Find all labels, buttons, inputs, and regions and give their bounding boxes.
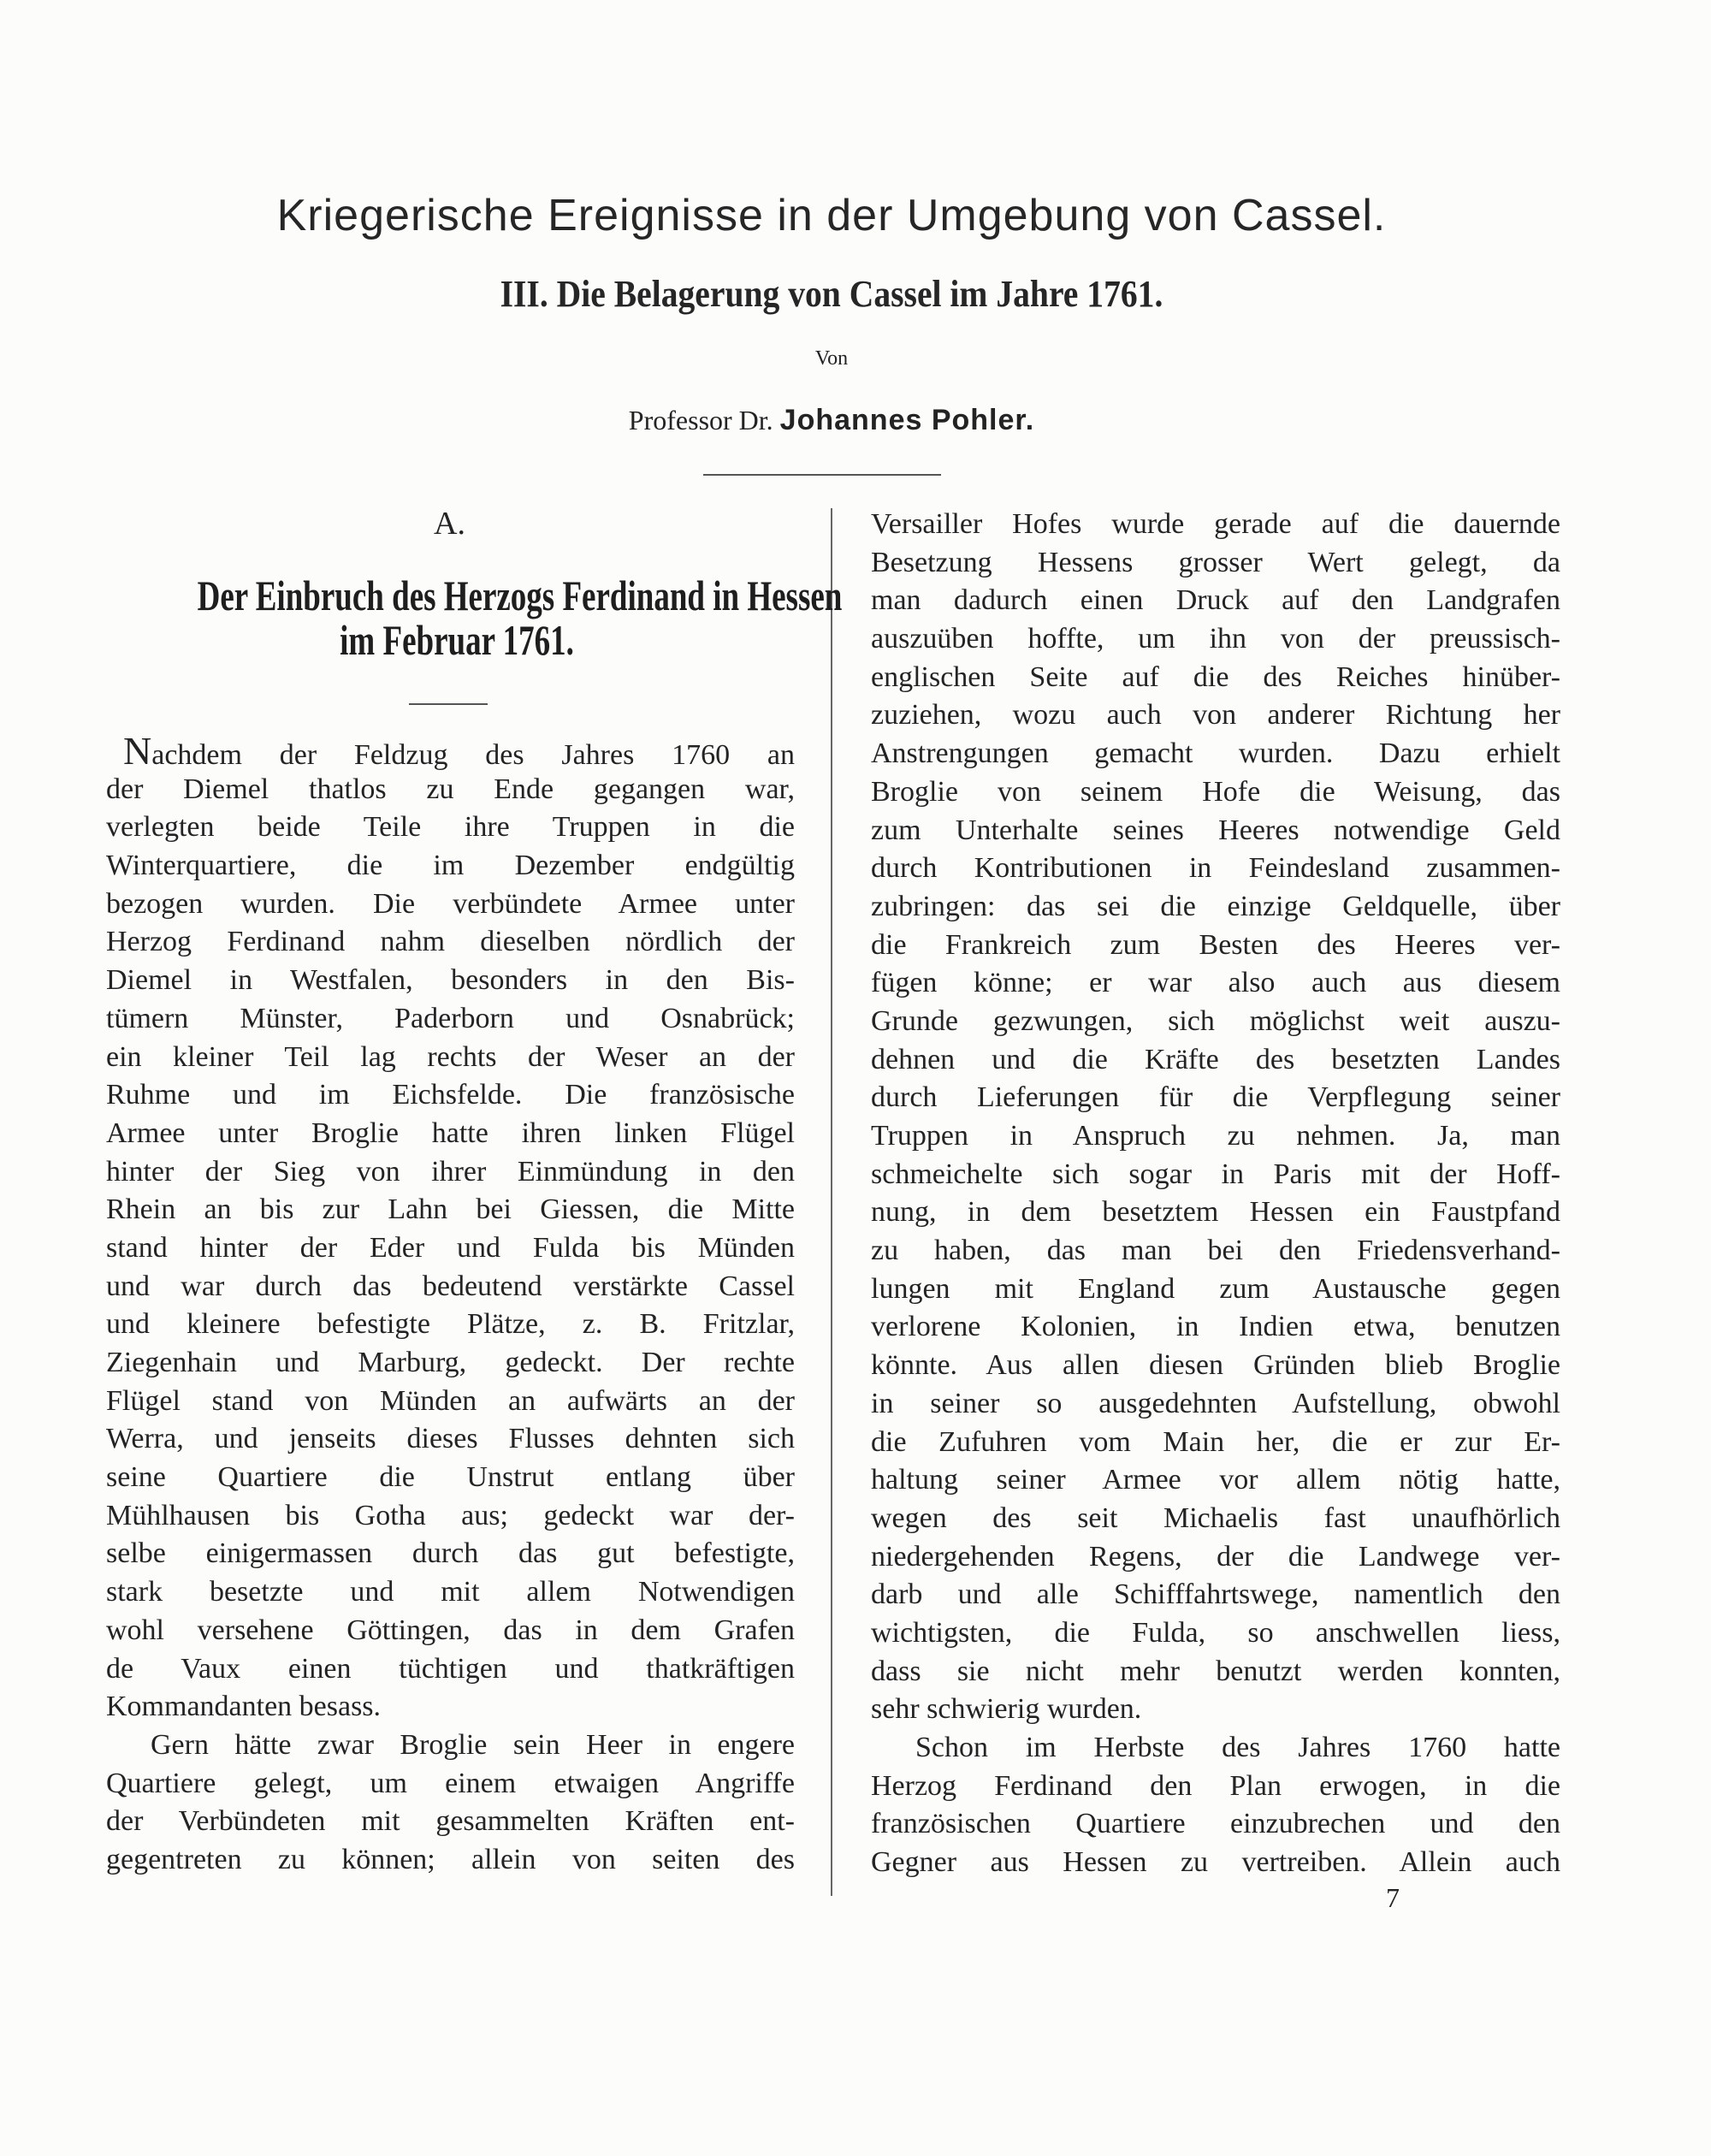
text-line: Herzog Ferdinand den Plan erwogen, in die: [871, 1769, 1560, 1802]
text-line: Truppen in Anspruch zu nehmen. Ja, man: [871, 1120, 1560, 1152]
title-divider: [703, 474, 941, 476]
right-column: [871, 506, 1560, 1882]
text-line: Nachdem der Feldzug des Jahres 1760 an: [123, 729, 795, 773]
text-line: Versailler Hofes wurde gerade auf die dauernde: [871, 508, 1560, 540]
text-line: Ziegenhain und Marburg, gedeckt. Der rechte: [106, 1347, 795, 1378]
text-line: hinter der Sieg von ihrer Einmündung in den: [106, 1155, 795, 1188]
section-heading-line: Der Einbruch des Herzogs Ferdinand in Hessen: [197, 572, 843, 619]
text-line: seine Quartiere die Unstrut entlang über: [106, 1461, 795, 1494]
text-line: haltung seiner Armee vor allem nötig hatte,: [871, 1464, 1560, 1496]
text-line: nung, in dem besetztem Hessen ein Faustpfand: [871, 1196, 1560, 1229]
text-line: gegentreten zu können; allein von seiten des: [106, 1843, 795, 1875]
section-heading: [197, 572, 843, 664]
text-line: verlorene Kolonien, in Indien etwa, benutzen: [871, 1311, 1560, 1343]
text-line: in seiner so ausgedehnten Aufstellung, obwohl: [871, 1387, 1560, 1419]
column-divider: [831, 508, 832, 1896]
text-line: Grunde gezwungen, sich möglichst weit auszu-: [871, 1004, 1560, 1037]
text-line: französischen Quartiere einzubrechen und den: [871, 1808, 1560, 1840]
text-line: selbe einigermassen durch das gut befestigte,: [106, 1537, 795, 1570]
text-line: die Frankreich zum Besten des Heeres ver-: [871, 928, 1560, 961]
text-line: zum Unterhalte seines Heeres notwendige Geld: [871, 814, 1560, 846]
text-line: auszuüben hoffte, um ihn von der preussisch-: [871, 623, 1560, 655]
text-line: stand hinter der Eder und Fulda bis Münden: [106, 1231, 795, 1264]
text-line: niedergehenden Regens, der die Landwege ver-: [871, 1540, 1560, 1573]
text-line: Kommandanten besass.: [106, 1691, 382, 1723]
text-line: Rhein an bis zur Lahn bei Giessen, die Mitte: [106, 1194, 795, 1226]
text-line: der Diemel thatlos zu Ende gegangen war,: [106, 773, 795, 805]
text-line: wohl versehene Göttingen, das in dem Grafen: [106, 1614, 795, 1646]
text-line: Herzog Ferdinand nahm dieselben nördlich der: [106, 926, 795, 958]
text-line: Gern hätte zwar Broglie sein Heer in engere: [151, 1728, 795, 1761]
byline-von: Von: [814, 347, 849, 370]
text-line: Ruhme und im Eichsfelde. Die französische: [106, 1079, 795, 1111]
text-line: Schon im Herbste des Jahres 1760 hatte: [915, 1732, 1560, 1763]
text-line: könnte. Aus allen diesen Gründen blieb Broglie: [871, 1349, 1560, 1382]
text-line: bezogen wurden. Die verbündete Armee unter: [106, 887, 795, 920]
text-line: zuziehen, wozu auch von anderer Richtung her: [871, 699, 1560, 732]
author-prefix: Professor Dr.: [628, 405, 773, 435]
text-line: der Verbündeten mit gesammelten Kräften ent-: [106, 1805, 795, 1838]
text-line: durch Kontributionen in Feindesland zusammen-: [871, 852, 1560, 885]
text-line: dass sie nicht mehr benutzt werden konnten,: [871, 1655, 1560, 1687]
text-line: man dadurch einen Druck auf den Landgrafen: [871, 584, 1560, 617]
section-heading-line: im Februar 1761.: [340, 616, 574, 664]
text-line: Flügel stand von Münden an aufwärts an der: [106, 1384, 795, 1417]
article-subtitle: III. Die Belagerung von Cassel im Jahre 1761.: [500, 273, 1163, 315]
text-line: zu haben, das man bei den Friedensverhand-: [871, 1235, 1560, 1267]
text-line: englischen Seite auf die des Reiches hinüber-: [871, 660, 1560, 693]
text-line: die Zufuhren vom Main her, die er zur Er-: [871, 1425, 1560, 1458]
text-line: Anstrengungen gemacht wurden. Dazu erhielt: [871, 737, 1560, 770]
text-line: verlegten beide Teile ihre Truppen in die: [106, 811, 795, 844]
text-line: und war durch das bedeutend verstärkte Cassel: [106, 1270, 795, 1302]
author-name: Johannes Pohler.: [779, 404, 1035, 436]
text-line: Mühlhausen bis Gotha aus; gedeckt war der-: [106, 1499, 795, 1531]
section-letter: A.: [434, 506, 465, 542]
text-line: und kleinere befestigte Plätze, z. B. Fritzlar,: [106, 1308, 795, 1341]
text-line: Gegner aus Hessen zu vertreiben. Allein auch: [871, 1846, 1560, 1879]
author-line: [0, 404, 1663, 437]
text-line: dehnen und die Kräfte des besetzten Landes: [871, 1043, 1560, 1075]
section-divider: [409, 703, 488, 705]
text-line: Armee unter Broglie hatte ihren linken Flügel: [106, 1116, 795, 1149]
text-line: Besetzung Hessens grosser Wert gelegt, da: [871, 546, 1560, 578]
text-line: lungen mit England zum Austausche gegen: [871, 1272, 1560, 1305]
text-line: Broglie von seinem Hofe die Weisung, das: [871, 775, 1560, 808]
text-line: tümern Münster, Paderborn und Osnabrück;: [106, 1002, 795, 1034]
text-line: Werra, und jenseits dieses Flusses dehnten sich: [106, 1423, 795, 1455]
text-line: Quartiere gelegt, um einem etwaigen Angriffe: [106, 1767, 795, 1799]
text-line: fügen könne; er war also auch aus diesem: [871, 967, 1560, 999]
text-line: schmeichelte sich sogar in Paris mit der Hoff-: [871, 1158, 1560, 1190]
text-line: wegen des seit Michaelis fast unaufhörlich: [871, 1502, 1560, 1534]
text-line: wichtigsten, die Fulda, so anschwellen liess,: [871, 1616, 1560, 1649]
text-line: sehr schwierig wurden.: [871, 1693, 1142, 1726]
text-line: zubringen: das sei die einzige Geldquelle, über: [871, 890, 1560, 922]
text-line: Winterquartiere, die im Dezember endgültig: [106, 850, 795, 882]
page-number: 7: [1386, 1882, 1400, 1913]
text-line: Diemel in Westfalen, besonders in den Bis-: [106, 964, 795, 997]
text-line: ein kleiner Teil lag rechts der Weser an der: [106, 1040, 795, 1073]
text-line: de Vaux einen tüchtigen und thatkräftigen: [106, 1652, 795, 1685]
text-line: durch Lieferungen für die Verpflegung seiner: [871, 1081, 1560, 1114]
text-line: stark besetzte und mit allem Notwendigen: [106, 1576, 795, 1608]
text-line: darb und alle Schifffahrtswege, namentlich den: [871, 1578, 1560, 1611]
article-title: Kriegerische Ereignisse in der Umgebung von Cassel.: [276, 191, 1387, 240]
left-column: [106, 729, 795, 1880]
